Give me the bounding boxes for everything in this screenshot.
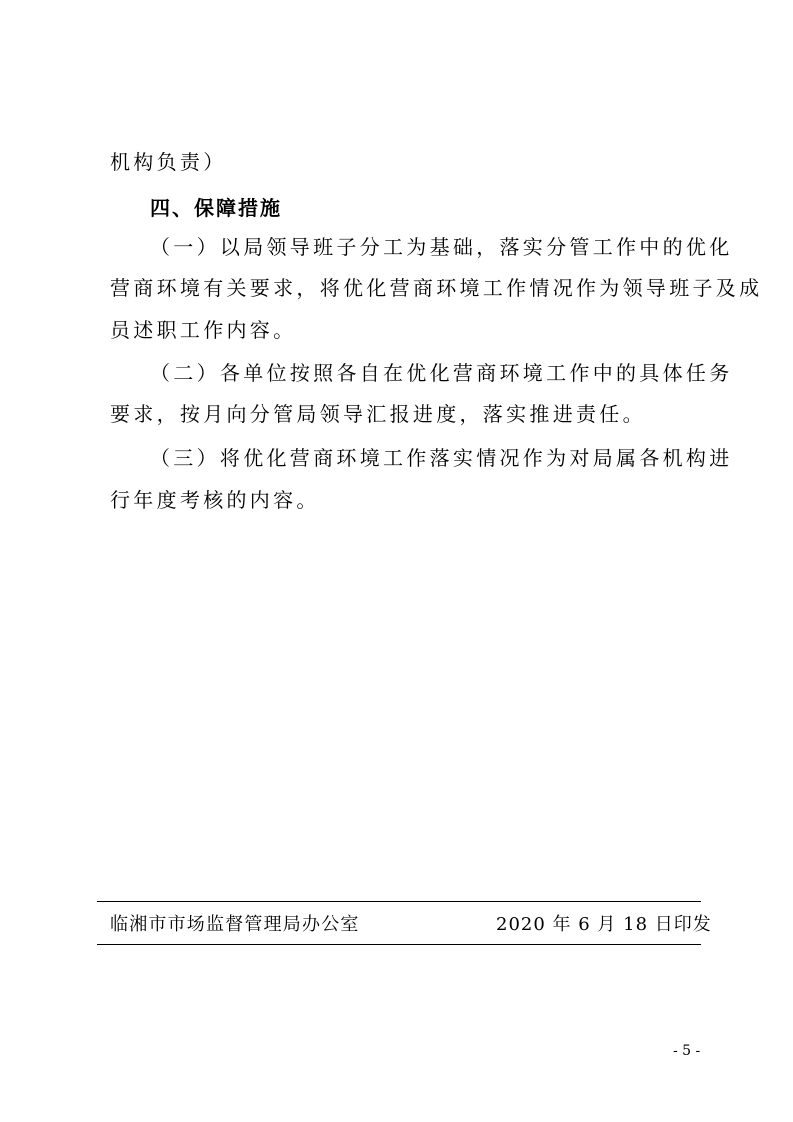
item1-line3: 员述职工作内容。: [110, 318, 297, 342]
item2-line2: 要求，按月向分管局领导汇报进度，落实推进责任。: [110, 402, 646, 426]
item3-line2: 行年度考核的内容。: [110, 488, 320, 512]
item1-line2: 营商环境有关要求，将优化营商环境工作情况作为领导班子及成: [110, 276, 763, 300]
footer-issuer: 临湘市市场监督管理局办公室: [110, 914, 360, 935]
continuation-line: 机构负责）: [110, 150, 227, 174]
footer-top-rule: [97, 901, 701, 902]
item2-line1: （二）各单位按照各自在优化营商环境工作中的具体任务: [150, 361, 733, 385]
footer-bottom-rule: [97, 944, 701, 945]
item3-line1: （三）将优化营商环境工作落实情况作为对局属各机构进: [150, 446, 733, 470]
item1-line1: （一）以局领导班子分工为基础，落实分管工作中的优化: [150, 235, 733, 259]
section-heading: 四、保障措施: [150, 196, 282, 220]
page-number: - 5 -: [673, 1043, 701, 1059]
footer-issue-date: 2020 年 6 月 18 日印发: [496, 914, 712, 935]
